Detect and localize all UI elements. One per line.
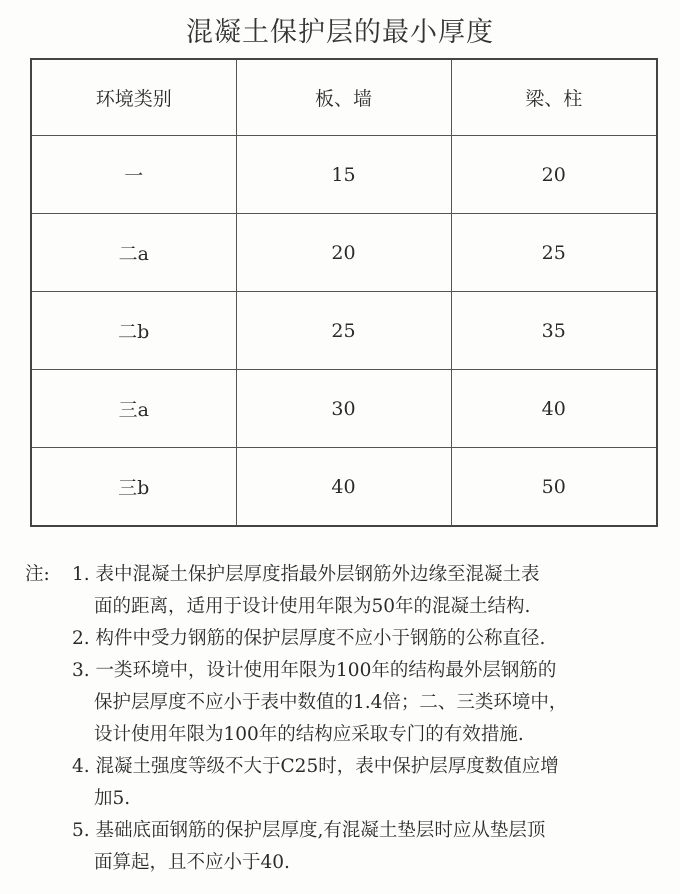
note-line: 面的距离，适用于设计使用年限为50年的混凝土结构. <box>94 596 531 617</box>
notes-prefix: 注: <box>25 564 50 585</box>
cover-thickness-table <box>30 58 658 527</box>
table-cell: 20 <box>451 136 657 214</box>
note-line: 3. 一类环境中，设计使用年限为100年的结构最外层钢筋的 <box>72 660 557 681</box>
note-line: 1. 表中混凝土保护层厚度指最外层钢筋外边缘至混凝土表 <box>72 564 540 585</box>
table-cell: 25 <box>451 214 657 292</box>
note-line: 面算起，且不应小于40. <box>94 852 290 873</box>
header-cell: 板、墙 <box>236 59 451 136</box>
table-cell: 一 <box>31 136 236 214</box>
note-line: 加5. <box>94 788 131 809</box>
table-cell: 15 <box>236 136 451 214</box>
table-cell: 20 <box>236 214 451 292</box>
table-cell: 40 <box>236 448 451 527</box>
table-cell: 35 <box>451 292 657 370</box>
note-line: 设计使用年限为100年的结构应采取专门的有效措施. <box>94 724 524 745</box>
table-row <box>31 136 657 214</box>
table-cell: 二a <box>31 214 236 292</box>
table-cell: 二b <box>31 292 236 370</box>
page-title: 混凝土保护层的最小厚度 <box>186 17 494 48</box>
note-line: 2. 构件中受力钢筋的保护层厚度不应小于钢筋的公称直径. <box>72 628 546 649</box>
note-line: 保护层厚度不应小于表中数值的1.4倍；二、三类环境中， <box>94 692 568 713</box>
table-row <box>31 448 657 527</box>
table-cell: 三b <box>31 448 236 527</box>
table-row <box>31 292 657 370</box>
table-cell: 三a <box>31 370 236 448</box>
table-cell: 50 <box>451 448 657 527</box>
table-cell: 25 <box>236 292 451 370</box>
table-row <box>31 370 657 448</box>
table-cell: 30 <box>236 370 451 448</box>
header-cell: 梁、柱 <box>451 59 657 136</box>
note-line: 4. 混凝土强度等级不大于C25时，表中保护层厚度数值应增 <box>72 756 559 777</box>
table-header-row <box>31 59 657 136</box>
note-line: 5. 基础底面钢筋的保护层厚度,有混凝土垫层时应从垫层顶 <box>72 820 546 841</box>
header-cell: 环境类别 <box>31 59 236 136</box>
table-cell: 40 <box>451 370 657 448</box>
table-row <box>31 214 657 292</box>
